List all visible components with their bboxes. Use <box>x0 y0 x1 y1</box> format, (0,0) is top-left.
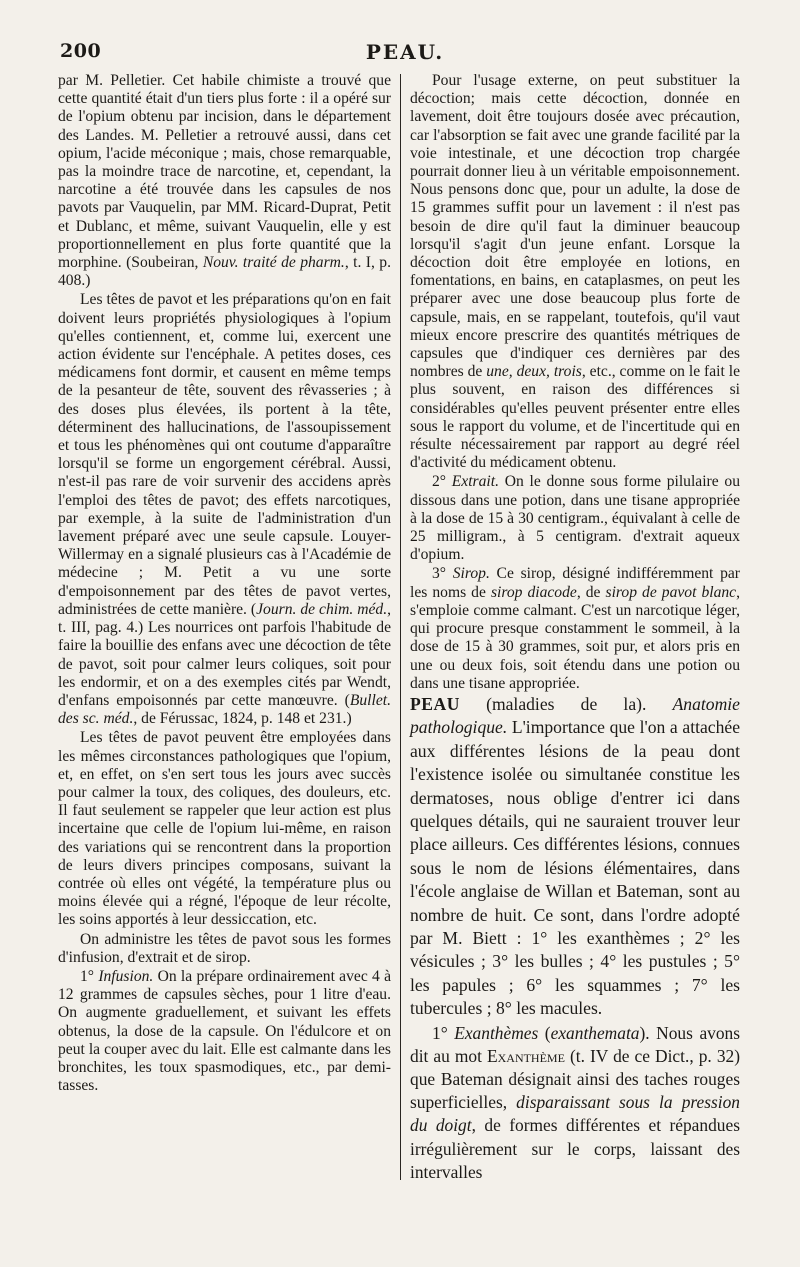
entry-paragraph: PEAU (maladies de la). Anatomie pathologique. L'importance que l'on a attachée aux différentes lésions de la peau dont l'existence isolée ou simultanée constitue les dermatoses, nous oblige d'entrer ici dans quelques détails, qui ne sauraient trouver leur place ailleurs. Ces différentes lésions, connues sous le nom de lésions élémentaires, dans l'école anglaise de Willan et Bateman, sont au nombre de huit. Ce sont, dans l'ordre adopté par M. Biett : 1° les exanthèmes ; 2° les vésicules ; 3° les bulles ; 4° les pustules ; 5° les papules ; 6° les squammes ; 7° les tubercules ; 8° les macules. <box>410 693 740 1019</box>
column-divider <box>400 74 401 1180</box>
paragraph: Les têtes de pavot peuvent être employées dans les mêmes circonstances pathologiques que l'opium, et, en effet, on s'en sert tous les jours avec succès pour calmer la toux, des coliques, des douleurs, etc. Il faut seulement se rappeler que leur action est plus incertaine que celle de l'opium lui-même, en raison des variations qui se rencontrent dans la proportion de leurs divers principes composans, suivant la contrée où elles ont végété, la température plus ou moins élevée qui a régné, l'époque de leur récolte, les soins apportés à leur dessiccation, etc. <box>58 729 391 929</box>
page-header <box>60 40 750 70</box>
paragraph: 3° Sirop. Ce sirop, désigné indifféremment par les noms de sirop diacode, de sirop de pavot blanc, s'emploie comme calmant. C'est un narcotique léger, qui procure presque constamment le sommeil, à la dose de 15 à 30 grammes, soit pur, et alors pris en une ou deux fois, soit étendu dans une potion ou dans une tisane appropriée. <box>410 565 741 692</box>
paragraph: Les têtes de pavot et les préparations qu'on en fait doivent leurs propriétés physiologiques à l'opium qu'elles contiennent, et, comme lui, exercent une action évidente sur l'encéphale. A petites doses, ces médicamens font dormir, et causent en même temps de la pesanteur de tête, souvent des rêvasseries ; à des doses plus élevées, ils portent à la tête, déterminent des hallucinations, de l'assoupissement et tous les phénomènes qui ont coutume d'apparaître lorsqu'il se forme un engorgement cérébral. Aussi, n'est-il pas rare de voir survenir des accidens après l'emploi des têtes de pavot; des effets narcotiques, par exemple, à la suite de l'administration d'un lavement préparé avec une seule capsule. Louyer-Willermay en a signalé plusieurs cas à l'Académie de médecine ; M. Petit a vu une sorte d'empoisonnement par des têtes de pavot vertes, administrées de cette manière. (Journ. de chim. méd., t. III, pag. 4.) Les nourrices ont parfois l'habitude de faire la bouillie des enfans avec une décoction de tête de pavot, soit pour calmer leurs coliques, soit pour les endormir, et on a des exemples cités par Wendt, d'enfans empoisonnés par cette manœuvre. (Bullet. des sc. méd., de Férussac, 1824, p. 148 et 231.) <box>58 291 391 728</box>
paragraph: Pour l'usage externe, on peut substituer la décoction; mais cette décoction, donnée en lavement, doit être toujours dosée avec précaution, car l'absorption se fait avec une grande facilité par la voie intestinale, et une décoction trop chargée pourrait donner lieu à un véritable empoisonnement. Nous pensons donc que, pour un adulte, la dose de 15 grammes suffit pour un lavement : il n'est pas besoin de dire qu'il faut la diminuer beaucoup lorsqu'il s'agit d'un jeune enfant. Lorsque la décoction doit être employée en lotions, en fomentations, en bains, en cataplasmes, on peut les préparer avec une dose beaucoup plus forte de capsule, mais, en se rappelant, toutefois, qu'il vaut mieux encore prescrire des quantités métriques de capsules que d'indiquer ces dernières par des nombres de une, deux, trois, etc., comme on le fait le plus souvent, en raison des différences si considérables qu'elles peuvent présenter entre elles sous le rapport du volume, et de l'incertitude qui en résulte nécessairement par rapport au degré réel d'activité du médicament obtenu. <box>410 72 740 472</box>
right-column <box>410 72 740 1184</box>
entry-headword: PEAU <box>410 693 460 714</box>
paragraph: On administre les têtes de pavot sous les formes d'infusion, d'extrait et de sirop. <box>58 930 391 966</box>
running-title: PEAU. <box>365 40 445 64</box>
left-column <box>58 72 391 1095</box>
paragraph: 2° Extrait. On le donne sous forme pilulaire ou dissous dans une potion, dans une tisane appropriée à la dose de 15 à 30 centigram., équivalant à celle de 25 milligram., à 5 centigram. d'extrait aqueux d'opium. <box>410 473 740 564</box>
paragraph: par M. Pelletier. Cet habile chimiste a trouvé que cette quantité était d'un tiers plus forte : il a opéré sur de l'opium obtenu par incision, dans le département des Landes. M. Pelletier a retrouvé aussi, dans cet opium, l'acide méconique ; mais, chose remarquable, pas la moindre trace de narcotine, et, cependant, la narcotine a été trouvée dans les capsules de nos pavots par Vauquelin, par MM. Ricard-Duprat, Petit et Dublanc, et même, suivant Vauquelin, elle y est proportionnellement en plus forte quantité que la morphine. (Soubeiran, Nouv. traité de pharm., t. I, p. 408.) <box>58 72 391 290</box>
dictionary-entry <box>410 693 740 1184</box>
paragraph: 1° Infusion. On la prépare ordinairement avec 4 à 12 grammes de capsules sèches, pour 1 litre d'eau. On augmente graduellement, et suivant les effets obtenus, la dose de la capsule. On l'édulcore et on peut la couper avec du lait. Elle est calmante dans les bronchites, les toux spasmodiques, etc., par demi-tasses. <box>58 967 391 1095</box>
page-number: 200 <box>60 40 102 62</box>
entry-paragraph: 1° Exanthèmes (exanthemata). Nous avons dit au mot Exanthème (t. IV de ce Dict., p. 32) que Bateman désignait ainsi des taches rouges superficielles, disparaissant sous la pression du doigt, de formes différentes et répandues irrégulièrement sur le corps, laissant des intervalles <box>410 1022 741 1182</box>
